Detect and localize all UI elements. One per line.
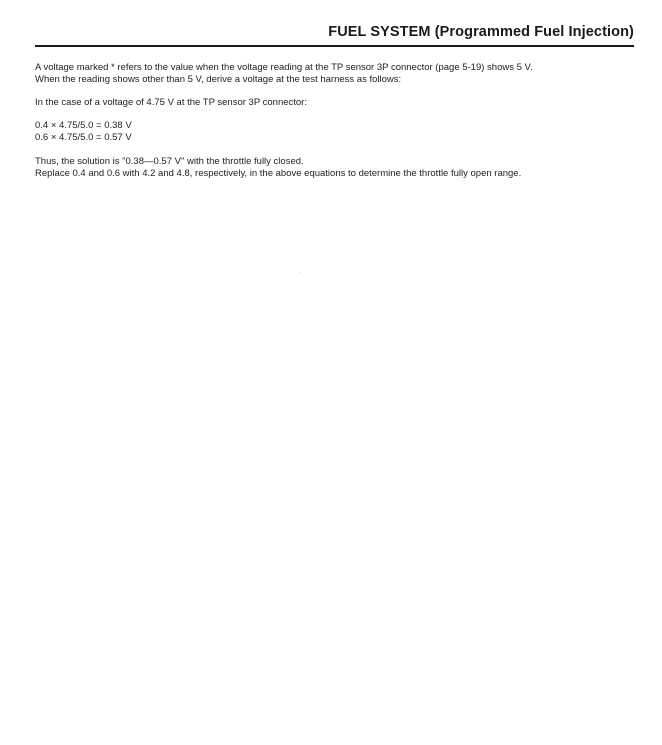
conclusion-line-1: Thus, the solution is "0.38—0.57 V" with the throttle fully closed. (35, 156, 304, 167)
case-paragraph (35, 97, 625, 109)
intro-paragraph (35, 62, 625, 86)
scan-speck (300, 272, 301, 273)
page-header (35, 0, 634, 50)
case-line: In the case of a voltage of 4.75 V at the TP sensor 3P connector: (35, 97, 307, 108)
intro-line-2: When the reading shows other than 5 V, derive a voltage at the test harness as follows: (35, 74, 402, 85)
conclusion-line-2: Replace 0.4 and 0.6 with 4.2 and 4.8, respectively, in the above equations to determine the throttle fully open range. (35, 168, 522, 179)
manual-body (35, 62, 625, 180)
equation-closed-high: 0.6 × 4.75/5.0 = 0.57 V (35, 132, 132, 143)
page-title: FUEL SYSTEM (Programmed Fuel Injection) (328, 24, 634, 40)
equation-block (35, 120, 625, 144)
intro-line-1: A voltage marked * refers to the value when the voltage reading at the TP sensor 3P connector (page 5-19) shows 5 V. (35, 62, 533, 73)
header-rule (35, 45, 634, 47)
equation-closed-low: 0.4 × 4.75/5.0 = 0.38 V (35, 120, 132, 131)
conclusion-paragraph (35, 156, 625, 180)
